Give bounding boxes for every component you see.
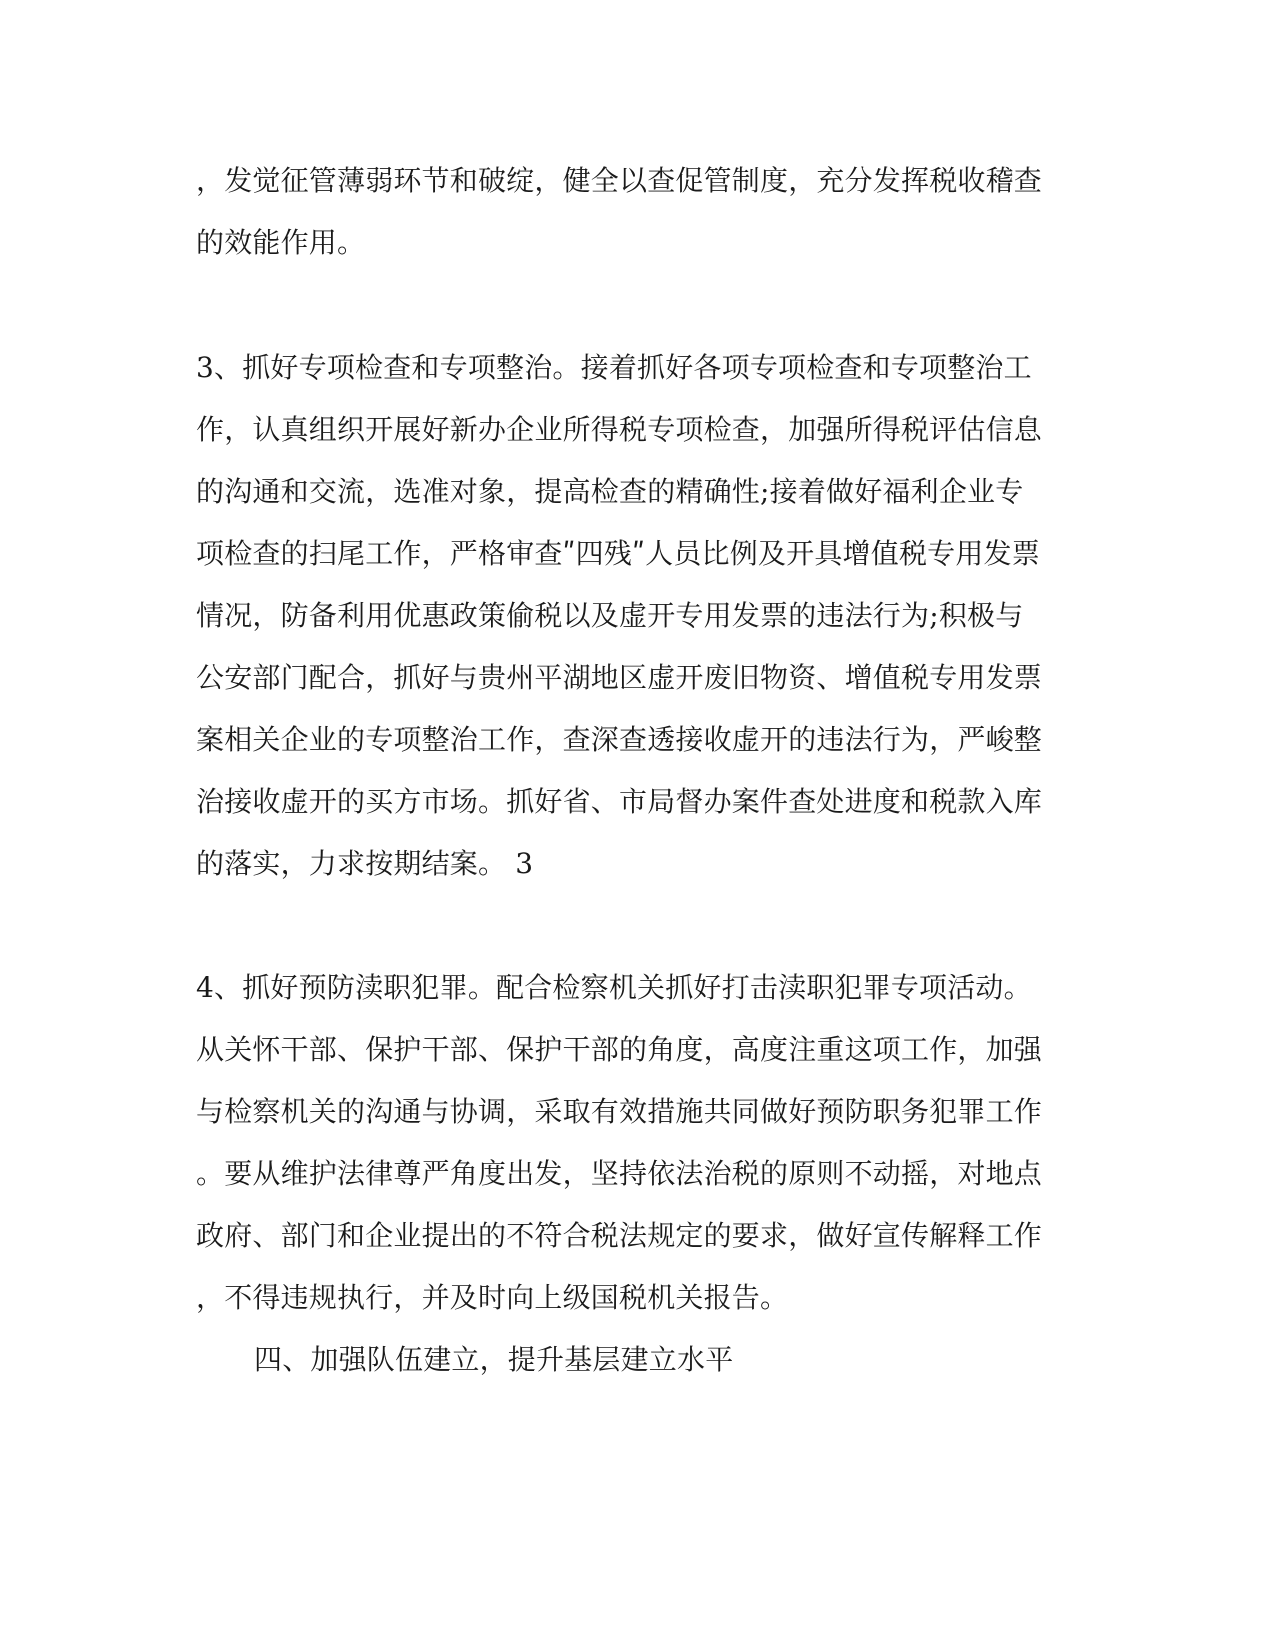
- paragraph-2-line-5: 情况，防备利用优惠政策偷税以及虚开专用发票的违法行为;积极与: [196, 599, 1024, 632]
- paragraph-2-line-8: 治接收虚开的买方市场。抓好省、市局督办案件查处进度和税款入库: [196, 785, 1043, 818]
- paragraph-2-line-4: 项检查的扫尾工作，严格审查ʺ四残ʺ人员比例及开具增值税专用发票: [196, 537, 1040, 570]
- paragraph-2-line-3: 的沟通和交流，选准对象，提高检查的精确性;接着做好福利企业专: [196, 475, 1024, 508]
- paragraph-3-line-5: 政府、部门和企业提出的不符合税法规定的要求，做好宣传解释工作: [196, 1219, 1043, 1252]
- paragraph-1-line-1: ，发觉征管薄弱环节和破绽，健全以查促管制度，充分发挥税收稽查: [196, 164, 1043, 197]
- section-heading: 四、加强队伍建立，提升基层建立水平: [254, 1343, 734, 1376]
- paragraph-2-line-9: 的落实，力求按期结案。 3: [196, 847, 534, 880]
- paragraph-2-line-6: 公安部门配合，抓好与贵州平湖地区虚开废旧物资、增值税专用发票: [196, 661, 1043, 694]
- paragraph-3-line-2: 从关怀干部、保护干部、保护干部的角度，高度注重这项工作，加强: [196, 1033, 1043, 1066]
- paragraph-2-line-1: 3、抓好专项检查和专项整治。接着抓好各项专项检查和专项整治工: [196, 351, 1032, 384]
- paragraph-3-line-6: ，不得违规执行，并及时向上级国税机关报告。: [196, 1281, 789, 1314]
- paragraph-2-line-2: 作，认真组织开展好新办企业所得税专项检查，加强所得税评估信息: [196, 413, 1043, 446]
- paragraph-2-line-7: 案相关企业的专项整治工作，查深查透接收虚开的违法行为，严峻整: [196, 723, 1043, 756]
- paragraph-3-line-3: 与检察机关的沟通与协调，采取有效措施共同做好预防职务犯罪工作: [196, 1095, 1043, 1128]
- paragraph-3-line-4: 。要从维护法律尊严角度出发，坚持依法治税的原则不动摇，对地点: [196, 1157, 1043, 1190]
- paragraph-1-line-2: 的效能作用。: [196, 226, 366, 259]
- paragraph-3-line-1: 4、抓好预防渎职犯罪。配合检察机关抓好打击渎职犯罪专项活动。: [196, 971, 1032, 1004]
